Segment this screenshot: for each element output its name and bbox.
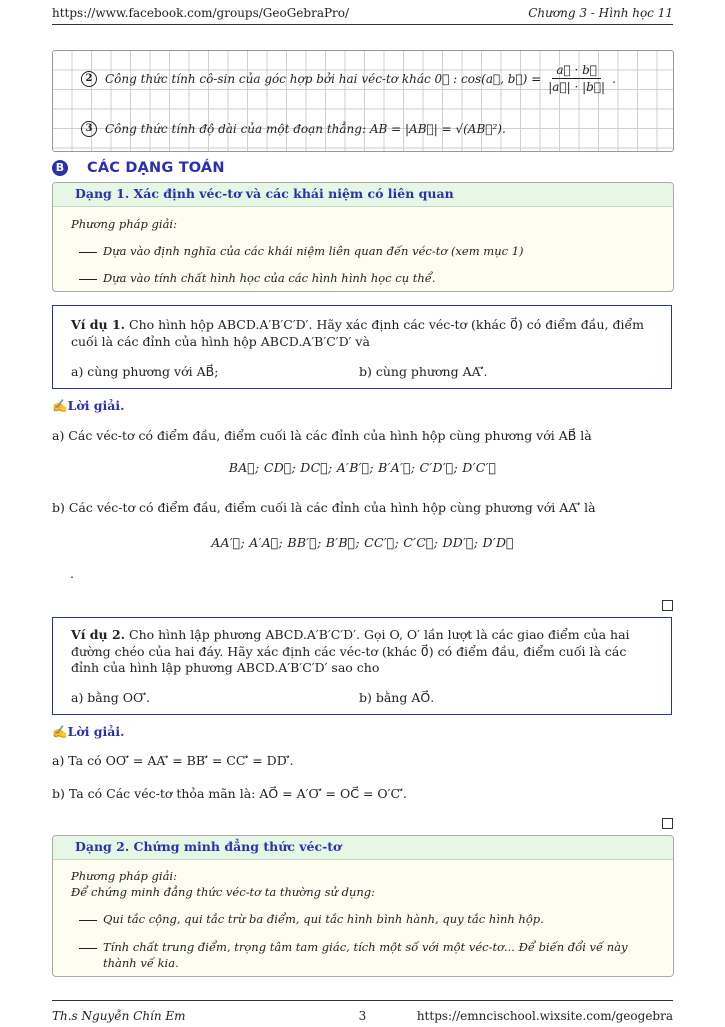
example-2-statement <box>71 627 655 677</box>
footer-author: Th.s Nguyễn Chín Em <box>52 1009 186 1023</box>
dang-2-intro: Để chứng minh đẳng thức véc-tơ ta thường sử dụng: <box>71 885 376 899</box>
formula-text-3: Công thức tính độ dài của một đoạn thẳng: AB = |AB⃗| = √(AB⃗²). <box>105 122 506 136</box>
page-footer <box>52 1000 673 1027</box>
qed-square-icon <box>662 818 673 829</box>
dang-1-method: Phương pháp giải: <box>71 217 177 231</box>
dang-2-item-1 <box>79 912 544 926</box>
dang-1-item-2-text: Dựa vào tính chất hình học của các hình hình học cụ thể. <box>103 271 436 285</box>
solution-1-part-b: b) Các véc-tơ có điểm đầu, điểm cuối là các đỉnh của hình hộp cùng phương với AA′⃗ là <box>52 500 596 515</box>
example-1-statement <box>71 317 655 350</box>
footer-site[interactable]: https://emncischool.wixsite.com/geogebra <box>416 1009 673 1023</box>
solution-1-label: ✍Lời giải. <box>52 398 125 413</box>
fraction-denominator: |a⃗| · |b⃗| <box>548 80 606 94</box>
solution-2-part-a: a) Ta có OO′⃗ = AA′⃗ = BB′⃗ = CC′⃗ = DD′⃗. <box>52 753 294 768</box>
dang-1-title: Dạng 1. Xác định véc-tơ và các khái niệm có liên quan <box>53 183 673 207</box>
header-url: https://www.facebook.com/groups/GeoGebraPro/ <box>52 6 350 20</box>
dash-icon <box>79 948 97 949</box>
cosine-fraction <box>544 63 609 94</box>
example-1-option-b: b) cùng phương AA′⃗. <box>359 364 488 379</box>
dang-2-method: Phương pháp giải: <box>71 869 177 883</box>
dang-1-box <box>52 182 674 292</box>
page-header <box>52 6 673 25</box>
example-2-box <box>52 617 672 715</box>
solution-1-result-b: AA′⃗; A′A⃗; BB′⃗; B′B⃗; CC′⃗; C′C⃗; DD′⃗; D′D⃗ <box>211 535 514 550</box>
dash-icon <box>79 252 97 253</box>
solution-1-dot: . <box>70 566 74 581</box>
dang-1-item-1 <box>79 244 524 258</box>
dang-2-title: Dạng 2. Chứng minh đẳng thức véc-tơ <box>53 836 673 860</box>
example-1-text: Cho hình hộp ABCD.A′B′C′D′. Hãy xác định các véc-tơ (khác 0⃗) có điểm đầu, điểm cuối là các đỉnh của hình hộp ABCD.A′B′C′D′ và <box>71 317 644 349</box>
dang-2-item-2-text: Tính chất trung điểm, trọng tâm tam giác, tích một số với một véc-tơ... Để biến đổi vế này <box>103 940 628 954</box>
example-1-label: Ví dụ 1. <box>71 317 126 332</box>
dash-icon <box>79 279 97 280</box>
fraction-numerator: a⃗ · b⃗ <box>552 63 601 79</box>
solution-2-label: ✍Lời giải. <box>52 724 125 739</box>
example-2-label: Ví dụ 2. <box>71 627 126 642</box>
formula-end: . <box>612 71 616 86</box>
footer-page-number: 3 <box>358 1009 367 1023</box>
dang-1-item-2 <box>79 271 436 285</box>
formula-text-2: Công thức tính cô-sin của góc hợp bởi hai véc-tơ khác 0⃗ : cos(a⃗, b⃗) = <box>105 71 542 86</box>
example-2-option-a: a) bằng OO′⃗. <box>71 690 151 705</box>
item-number-3: 3 <box>81 121 97 137</box>
section-title: CÁC DẠNG TOÁN <box>87 160 225 176</box>
dang-2-item-2-cont: thành vế kia. <box>103 956 179 970</box>
header-chapter: Chương 3 - Hình học 11 <box>528 6 673 20</box>
solution-1-part-a: a) Các véc-tơ có điểm đầu, điểm cuối là các đỉnh của hình hộp cùng phương với AB⃗ là <box>52 428 592 443</box>
dang-2-box <box>52 835 674 977</box>
dang-1-item-1-text: Dựa vào định nghĩa của các khái niệm liên quan đến véc-tơ (xem mục 1) <box>103 244 524 258</box>
example-2-option-b: b) bằng AO⃗. <box>359 690 435 705</box>
dang-2-item-2 <box>79 940 628 954</box>
solution-1-result-a: BA⃗; CD⃗; DC⃗; A′B′⃗; B′A′⃗; C′D′⃗; D′C′⃗ <box>228 460 497 475</box>
formula-item-2 <box>81 63 616 94</box>
solution-2-part-b: b) Ta có Các véc-tơ thỏa mãn là: AO⃗ = A′O′⃗ = OC⃗ = O′C′⃗. <box>52 786 407 801</box>
example-1-box <box>52 305 672 389</box>
example-1-option-a: a) cùng phương với AB⃗; <box>71 364 219 379</box>
section-heading <box>52 160 225 176</box>
formula-item-3 <box>81 121 506 137</box>
dang-2-item-1-text: Qui tắc cộng, qui tắc trừ ba điểm, qui tắc hình bình hành, quy tắc hình hộp. <box>103 912 544 926</box>
item-number-2: 2 <box>81 71 97 87</box>
dash-icon <box>79 920 97 921</box>
example-2-text: Cho hình lập phương ABCD.A′B′C′D′. Gọi O, O′ lần lượt là các giao điểm của hai đường chéo của hai đáy. Hãy xác định các véc-tơ (khác 0⃗) có điểm đầu, điểm cuối là các đỉnh của hình lập phương ABCD.A′B′C′D′ sao cho <box>71 627 630 675</box>
qed-square-icon <box>662 600 673 611</box>
section-badge: B <box>52 160 68 176</box>
formula-box <box>52 50 674 152</box>
